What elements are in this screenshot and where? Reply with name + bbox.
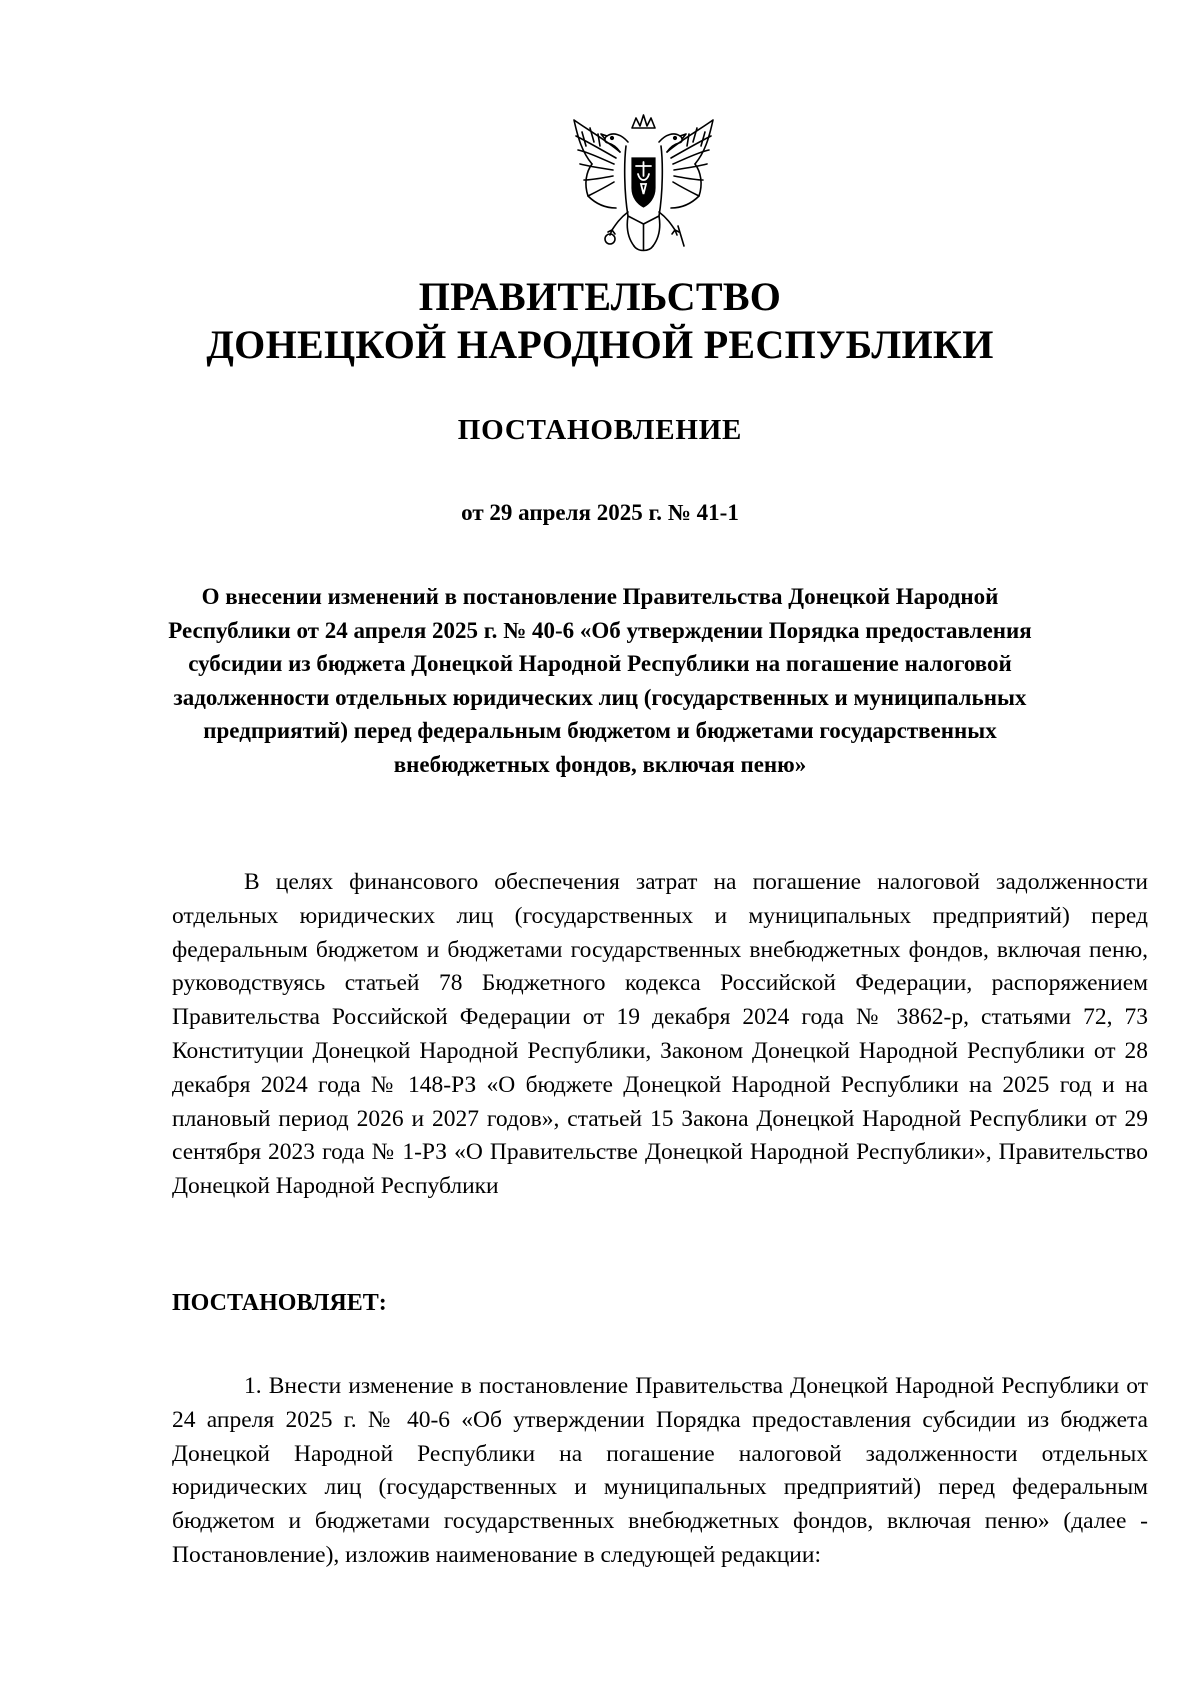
- document-type: ПОСТАНОВЛЕНИЕ: [457, 414, 743, 446]
- double-headed-eagle-coat-of-arms-icon: [566, 112, 721, 262]
- item-1-paragraph: 1. Внести изменение в постановление Правительства Донецкой Народной Республики от 24 апреля 2025 г. № 40-6 «Об утверждении Порядка предоставления субсидии из бюджета Донецкой Народной Республики на погашение налоговой задолженности отдельных юридических лиц (государственных и муниципальных предприятий) перед федеральным бюджетом и бюджетами государственных внебюджетных фондов, включая пеню» (далее - Постановление), изложив наименование в следующей редакции:: [172, 1373, 1148, 1568]
- government-name-line-2: ДОНЕЦКОЙ НАРОДНОЙ РЕСПУБЛИКИ: [206, 322, 994, 367]
- document-date-number: от 29 апреля 2025 г. № 41-1: [461, 500, 739, 525]
- government-name-line-1: ПРАВИТЕЛЬСТВО: [418, 274, 782, 319]
- document-title: О внесении изменений в постановление Правительства Донецкой Народной Республики от 24 апреля 2025 г. № 40-6 «Об утверждении Порядка предоставления субсидии из бюджета Донецкой Народной Республики на погашение налоговой задолженности отдельных юридических лиц (государственных и муниципальных предприятий) перед федеральным бюджетом и бюджетами государственных внебюджетных фондов, включая пеню»: [168, 584, 1032, 777]
- decree-heading: ПОСТАНОВЛЯЕТ:: [172, 1290, 387, 1316]
- preamble-paragraph: В целях финансового обеспечения затрат на погашение налоговой задолженности отдельных юридических лиц (государственных и муниципальных предприятий) перед федеральным бюджетом и бюджетами государственных внебюджетных фондов, включая пеню, руководствуясь статьей 78 Бюджетного кодекса Российской Федерации, распоряжением Правительства Российской Федерации от 19 декабря 2024 года № 3862-р, статьями 72, 73 Конституции Донецкой Народной Республики, Законом Донецкой Народной Республики от 28 декабря 2024 года № 148-РЗ «О бюджете Донецкой Народной Республики на 2025 год и на плановый период 2026 и 2027 годов», статьей 15 Закона Донецкой Народной Республики от 29 сентября 2023 года № 1-РЗ «О Правительстве Донецкой Народной Республики», Правительство Донецкой Народной Республики: [172, 869, 1148, 1200]
